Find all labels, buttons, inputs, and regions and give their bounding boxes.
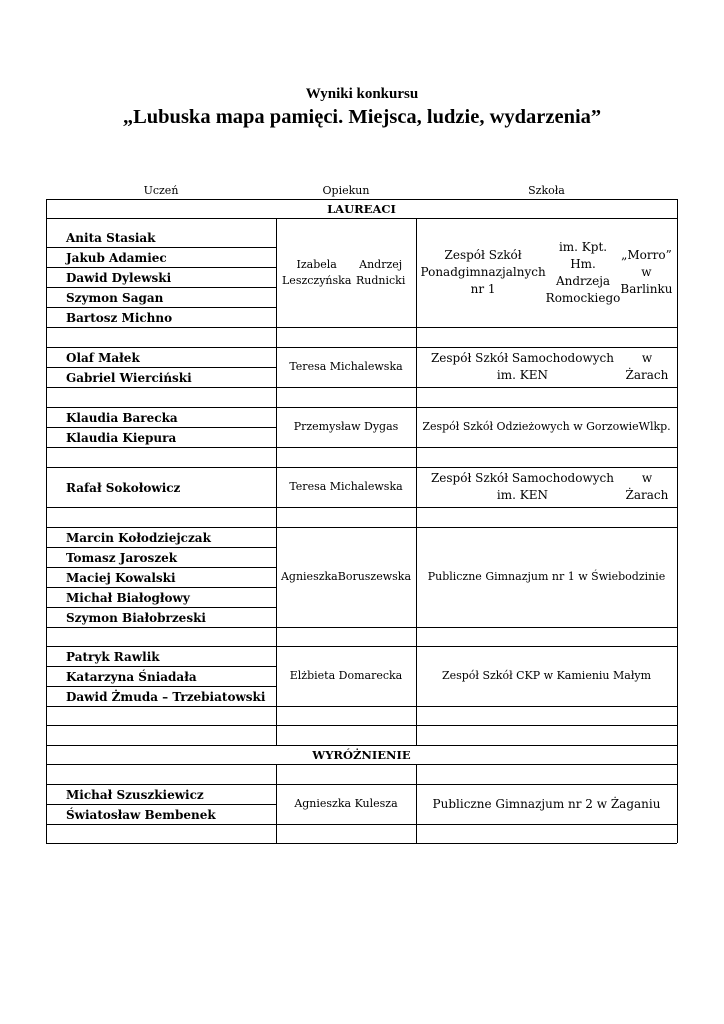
school-cell [416,467,677,507]
guardian-name: Teresa Michalewska [289,480,403,493]
student-name: Michał Białogłowy [66,591,190,605]
group-rule [46,784,677,785]
school-cell [416,784,677,824]
student-name: Szymon Sagan [66,291,164,305]
guardian-name: Izabela Leszczyńska [282,257,352,287]
school-name: Zespół Szkół CKP w Kamieniu Małym [441,669,652,682]
guardian-name: Agnieszka [280,570,338,583]
student-name: Jakub Adamiec [66,251,167,265]
guardian-cell [276,218,416,327]
student-name: Dawid Dylewski [66,271,172,285]
school-name: im. Kpt. Hm. Andrzeja Romockiego [545,239,621,305]
school-name: „Morro” w Barlinku [620,248,673,296]
student-name: Bartosz Michno [66,311,173,325]
column-rule [276,764,277,843]
school-cell [416,407,677,447]
student-name: Marcin Kołodziejczak [66,531,211,545]
school-cell [416,646,677,706]
school-name: Publiczne Gimnazjum nr 1 w Świebodzinie [427,570,666,583]
student-row-rule [46,307,276,308]
group-rule [46,327,677,328]
empty-row-rule [46,745,677,746]
student-row-rule [46,587,276,588]
school-name: w Żarach [625,471,669,502]
guardian-name: Boruszewska [337,570,412,583]
school-name: Zespół Szkół Ponadgimnazjalnych nr 1 [420,248,546,296]
student-name: Katarzyna Śniadała [66,670,197,684]
guardian-cell [276,527,416,627]
group-rule [46,387,677,388]
section-laureates: LAUREACI [327,202,396,216]
student-name: Michał Szuszkiewicz [66,788,204,802]
school-cell [416,218,677,327]
student-name: Szymon Białobrzeski [66,611,206,625]
student-row-rule [46,547,276,548]
guardian-cell [276,347,416,387]
guardian-cell [276,646,416,706]
student-name: Klaudia Barecka [66,411,178,425]
guardian-cell [276,407,416,447]
student-row-rule [46,567,276,568]
table-left-rule [46,199,47,843]
school-name: w Żarach [625,351,669,382]
student-row-rule [46,247,276,248]
student-row-rule [46,267,276,268]
student-name: Dawid Żmuda – Trzebiatowski [66,690,266,704]
column-rule [276,218,277,745]
student-row-rule [46,427,276,428]
student-row-rule [46,686,276,687]
school-name: Zespół Szkół Odzieżowych w Gorzowie [422,420,639,433]
student-name: Tomasz Jaroszek [66,551,178,565]
guardian-name: Agnieszka Kulesza [294,797,398,810]
table-bottom-rule [46,843,677,844]
group-rule [46,447,677,448]
student-row-rule [46,804,276,805]
column-rule [416,218,417,745]
section-distinction: WYRÓŻNIENIE [312,748,411,762]
group-rule [46,706,677,707]
student-row-rule [46,607,276,608]
student-name: Anita Stasiak [66,231,156,245]
document-subtitle: Wyniki konkursu [305,86,419,102]
guardian-name: Teresa Michalewska [289,360,403,373]
group-rule [46,824,677,825]
school-name: Publiczne Gimnazjum nr 2 w Żaganiu [432,796,661,811]
group-rule [46,507,677,508]
guardian-cell [276,784,416,824]
empty-row-rule [46,725,677,726]
group-rule [46,627,677,628]
table-top-rule [46,199,677,200]
school-name: Zespół Szkół Samochodowych im. KEN [430,351,614,382]
student-name: Rafał Sokołowicz [66,481,181,495]
column-header-school: Szkoła [528,184,565,197]
school-name: Zespół Szkół Samochodowych im. KEN [430,471,614,502]
guardian-cell [276,467,416,507]
guardian-name: Przemysław Dygas [293,420,399,433]
column-header-guardian: Opiekun [322,184,370,197]
student-name: Olaf Małek [66,351,140,365]
document-title: „Lubuska mapa pamięci. Miejsca, ludzie, wydarzenia” [122,106,602,128]
student-name: Maciej Kowalski [66,571,176,585]
student-name: Klaudia Kiepura [66,431,177,445]
school-cell [416,347,677,387]
column-header-student: Uczeń [143,184,179,197]
student-name: Światosław Bembenek [66,808,216,822]
guardian-name: Andrzej Rudnicki [356,257,406,287]
guardian-name: Elżbieta Domarecka [289,669,403,682]
student-row-rule [46,367,276,368]
student-name: Gabriel Wierciński [66,371,192,385]
section-rule [46,764,677,765]
student-name: Patryk Rawlik [66,650,160,664]
school-cell [416,527,677,627]
student-row-rule [46,666,276,667]
student-row-rule [46,287,276,288]
table-right-rule [677,199,678,843]
school-name: Wlkp. [638,420,671,433]
column-rule [416,764,417,843]
